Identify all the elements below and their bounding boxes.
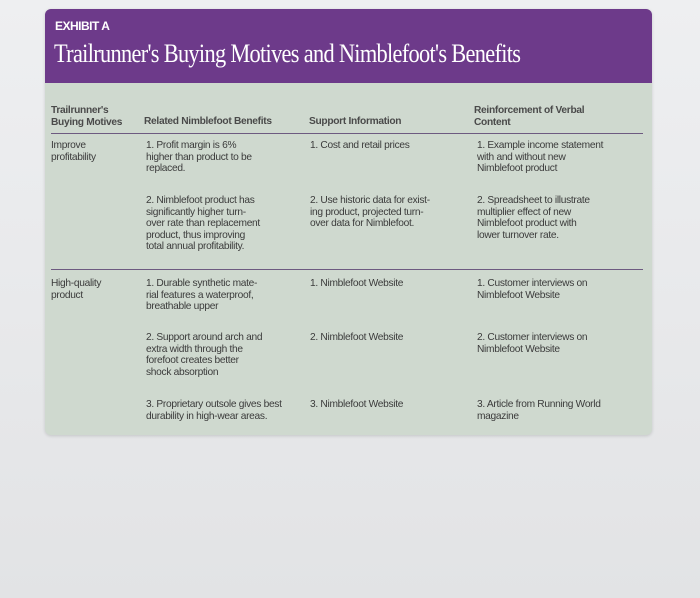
reinforcement-cell: 2. Customer interviews on Nimblefoot Website	[477, 332, 588, 355]
header-rule	[51, 133, 643, 134]
benefit-cell: 3. Proprietary outsole gives best durability in high-wear areas.	[146, 399, 282, 422]
support-cell: 1. Cost and retail prices	[310, 140, 410, 151]
exhibit-header	[45, 9, 652, 83]
support-cell: 2. Nimblefoot Website	[310, 332, 404, 343]
exhibit-title: Trailrunner's Buying Motives and Nimblefoot's Benefits	[54, 39, 521, 68]
exhibit-table	[45, 83, 652, 435]
column-header-motives: Trailrunner's Buying Motives	[51, 105, 123, 128]
row-motive-profitability: Improve profitability	[51, 140, 96, 163]
reinforcement-cell: 3. Article from Running World magazine	[477, 399, 601, 422]
benefit-cell: 1. Durable synthetic mate- rial features a waterproof, breathable upper	[146, 278, 258, 312]
reinforcement-cell: 2. Spreadsheet to illustrate multiplier effect of new Nimblefoot product with lower turnover rate.	[477, 195, 590, 241]
benefit-cell: 1. Profit margin is 6% higher than product to be replaced.	[146, 140, 252, 174]
reinforcement-cell: 1. Customer interviews on Nimblefoot Website	[477, 278, 588, 301]
row-motive-quality: High-quality product	[51, 278, 102, 301]
support-cell: 1. Nimblefoot Website	[310, 278, 404, 289]
exhibit-label: EXHIBIT A	[55, 19, 110, 33]
benefit-cell: 2. Support around arch and extra width through the forefoot creates better shock absorption	[146, 332, 263, 378]
row-divider	[51, 269, 643, 270]
reinforcement-cell: 1. Example income statement with and without new Nimblefoot product	[477, 140, 604, 174]
column-header-reinforcement: Reinforcement of Verbal Content	[474, 105, 585, 128]
column-header-support: Support Information	[309, 116, 402, 127]
support-cell: 2. Use historic data for exist- ing product, projected turn- over data for Nimblefoot.	[310, 195, 430, 229]
exhibit-card	[45, 9, 652, 435]
column-header-benefits: Related Nimblefoot Benefits	[144, 116, 272, 127]
benefit-cell: 2. Nimblefoot product has significantly higher turn- over rate than replacement product, thus improving total annual profitability.	[146, 195, 260, 252]
support-cell: 3. Nimblefoot Website	[310, 399, 404, 410]
